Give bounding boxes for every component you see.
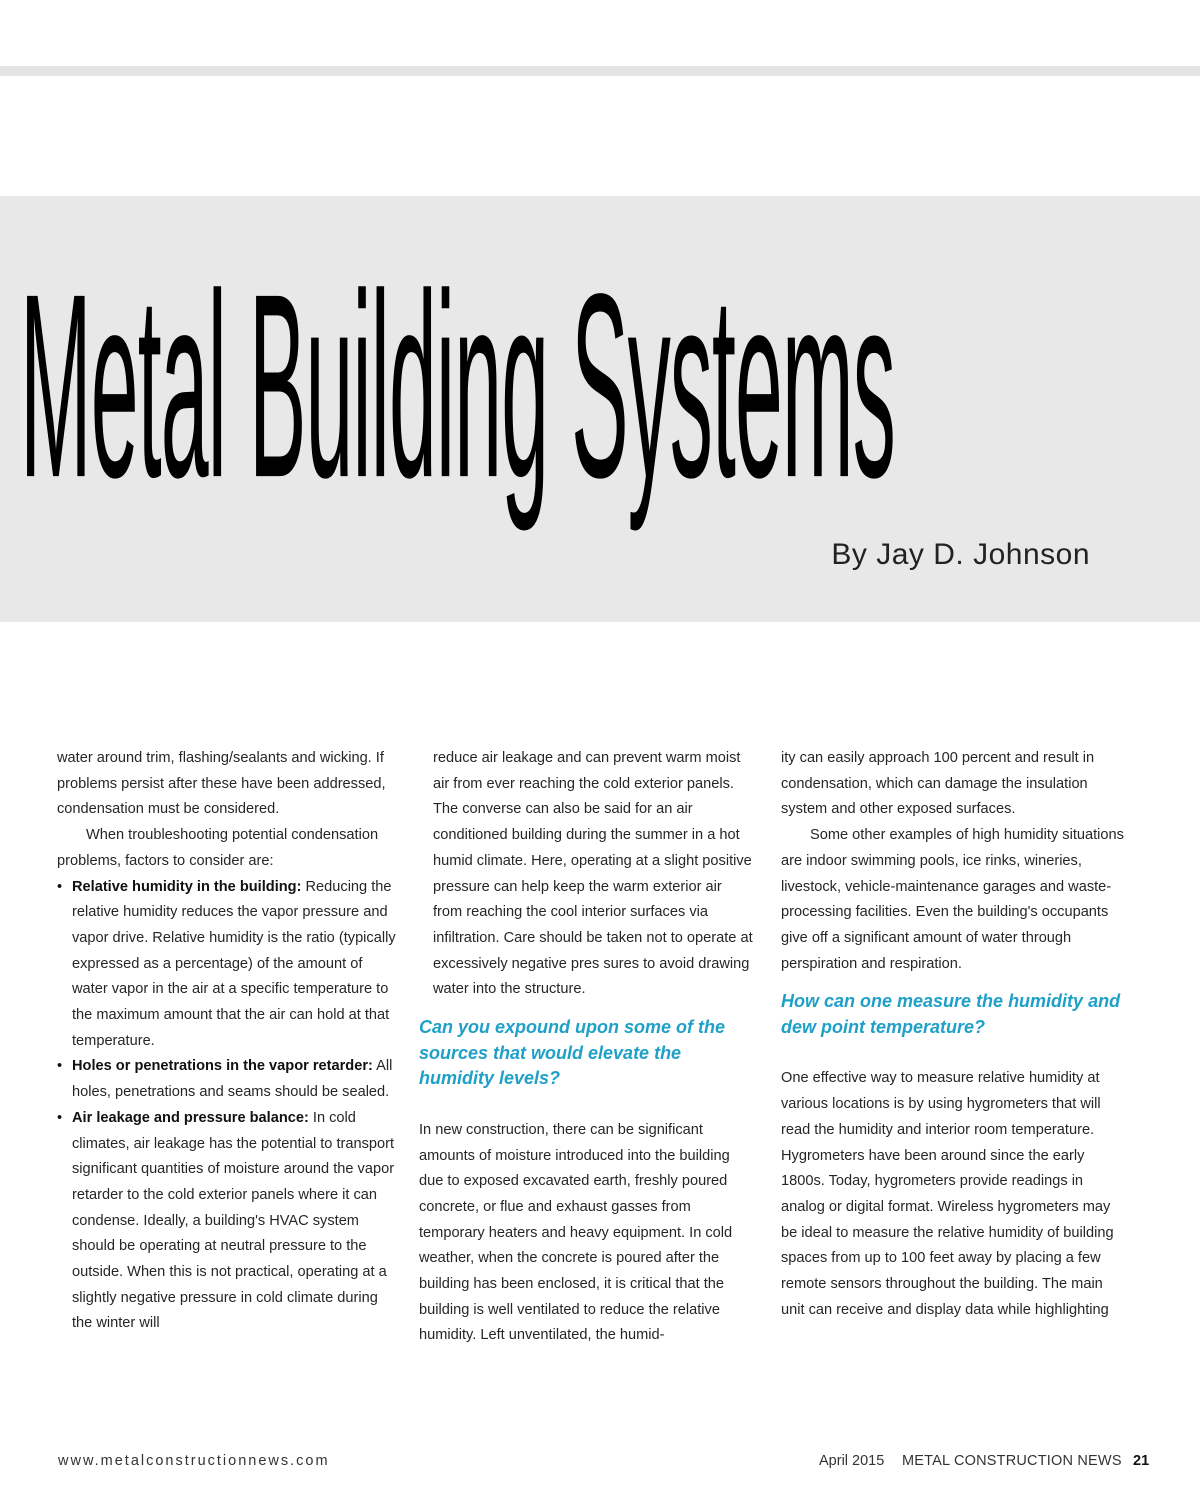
section-heading: Can you expound upon some of the sources that would elevate the humidity levels? [419,1017,725,1089]
paragraph: ity can easily approach 100 percent and result in condensation, which can damage the insulation system and other exposed surfaces. [781,750,1095,818]
paragraph: water around trim, flashing/sealants and wicking. If problems persist after these have been addressed, condensation must be considered. [57,750,386,818]
paragraph: When troubleshooting potential condensation problems, factors to consider are: [57,827,379,869]
article-title: Metal Building Systems [20,240,895,533]
footer-date: April 2015 [819,1453,885,1469]
paragraph: reduce air leakage and can prevent warm moist air from ever reaching the cold exterior panels. The converse can also be said for an air conditioned building during the summer in a hot humid climate. Here, operating at a slight positive pressure can help keep the warm exterior air from reaching the cool interior surfaces via infiltration. Care should be taken not to operate at excessively negative pres sures to avoid drawing water into the structure. [433,750,753,998]
bullet-item [57,1054,397,1105]
top-rule [0,66,1200,76]
footer-publication: METAL CONSTRUCTION NEWS [902,1453,1122,1469]
page-number: 21 [1133,1453,1150,1469]
title-banner [0,196,1200,622]
bullet-text: All holes, penetrations and seams should be sealed. [72,1058,393,1101]
paragraph: One effective way to measure relative humidity at various locations is by using hygrometers that will read the humidity and interior room temperature. Hygrometers have been around since the early 1800s. Today, hygrometers provide readings in analog or digital format. Wireless hygrometers may be ideal to measure the relative humidity of building spaces from up to 100 feet away by placing a few remote sensors throughout the building. The main unit can receive and display data while highlighting [781,1070,1114,1318]
footer-url: www.metalconstructionnews.com [58,1453,330,1469]
bullet-item [57,1106,397,1337]
paragraph: Some other examples of high humidity situations are indoor swimming pools, ice rinks, wineries, livestock, vehicle-maintenance garages and waste-processing facilities. Even the building's occupants give off a significant amount of water through perspiration and respiration. [781,827,1124,972]
paragraph: In new construction, there can be significant amounts of moisture introduced into the building due to exposed excavated earth, freshly poured concrete, or flue and exhaust gasses from temporary heaters and heavy equipment. In cold weather, when the concrete is poured after the building has been enclosed, it is critical that the building is well ventilated to reduce the relative humidity. Left unventilated, the humid- [419,1121,733,1344]
bullet-lead: Air leakage and pressure balance: [72,1109,309,1126]
bullet-lead: Holes or penetrations in the vapor retarder: [72,1058,373,1075]
bullet-text: In cold climates, air leakage has the potential to transport significant quantities of moisture around the vapor retarder to the cold exterior panels where it can condense. Ideally, a building's HVAC system should be operating at neutral pressure to the outside. When this is not practical, operating at a slightly negative pressure in cold climate during the winter will [72,1109,395,1332]
bullet-lead: Relative humidity in the building: [72,878,302,895]
column-3 [781,746,1126,1323]
bullet-text: Reducing the relative humidity reduces the vapor pressure and vapor drive. Relative humidity is the ratio (typically expressed as a percentage) of the amount of water vapor in the air at a specific temperature to the maximum amount that the air can hold at that temperature. [72,878,396,1049]
column-2 [419,746,754,1349]
column-1 [57,746,397,1337]
byline: By Jay D. Johnson [831,538,1090,571]
bullet-item [57,875,397,1055]
section-heading: How can one measure the humidity and dew point temperature? [781,991,1121,1038]
